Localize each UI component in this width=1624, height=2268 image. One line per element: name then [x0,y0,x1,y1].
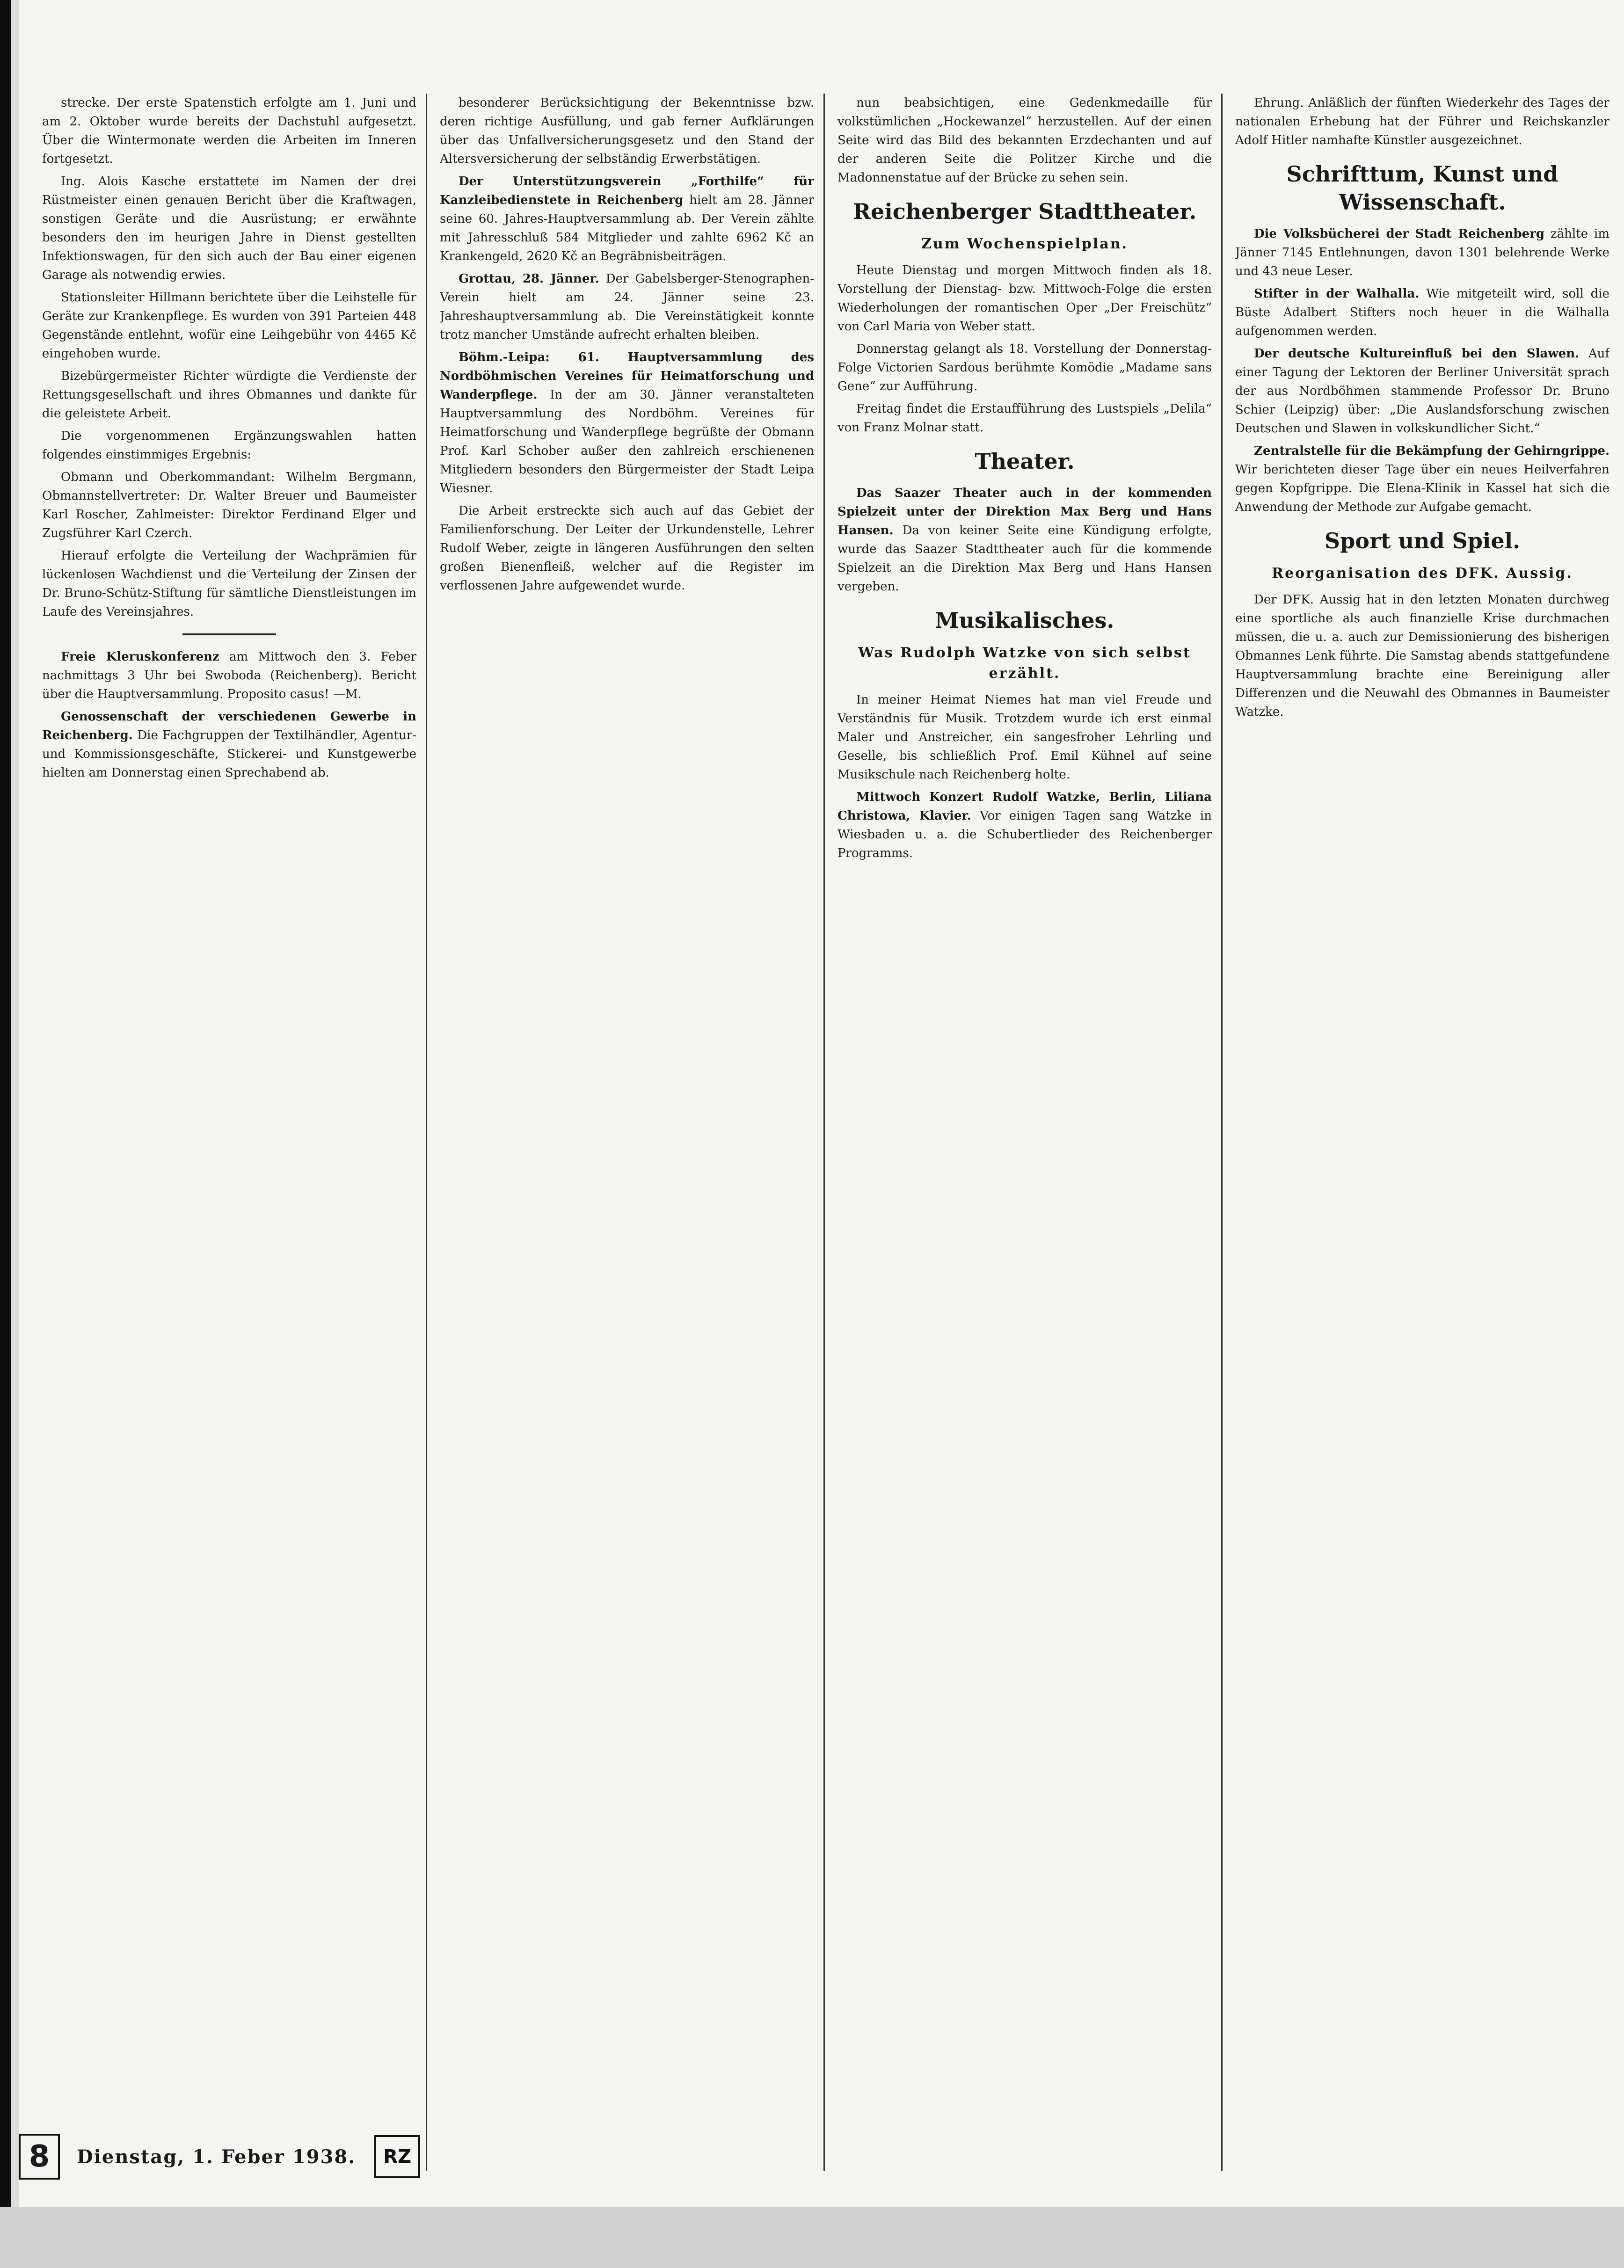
article-text: Wie mitgeteilt wird, soll die Büste Adalbert Stifters noch heuer in die Walhalla aufgenommen werden. [1235,287,1609,338]
article-lead: Böhm.-Leipa: 61. Hauptversammlung des Nordböhmischen Vereines für Heimatforschung und Wanderpflege. [440,350,814,402]
article-text: Die Arbeit erstreckte sich auch auf das Gebiet der Familienforschung. Der Leiter der Urkundenstelle, Lehrer Rudolf Weber, zeigte in längeren Ausführungen den selten großen Bienenfleiß, welcher auf die Register im verflossenen Jahre aufgewendet wurde. [440,504,814,593]
article-paragraph [837,484,1212,596]
article-text: Die Fachgruppen der Textilhändler, Agentur- und Kommissionsgeschäfte, Stickerei- und Kunstgewerbe hielten am Donnerstag einen Sprechabend ab. [42,728,416,780]
article-text: In der am 30. Jänner veranstalteten Hauptversammlung des Nordböhm. Vereines für Heimatforschung und Wanderpflege begrüßte der Obmann Prof. Karl Schober außer den zahlreich erschienenen Mitgliedern besonders den Bürgermeister der Stadt Leipa Wiesner. [440,388,814,495]
section-subheading: Zum Wochenspielplan. [921,236,1128,252]
article-paragraph [440,269,814,344]
article-text: besonderer Berücksichtigung der Bekenntnisse bzw. deren richtige Ausfüllung, und gab ferner Aufklärungen über das Unfallversicherungsgesetz und den Stand der Altersversicherung der selbständig Erwerbstätigen. [440,96,814,166]
article-text: Stationsleiter Hillmann berichtete über die Leihstelle für Geräte zur Krankenpflege. Es wurden von 391 Parteien 448 Gegenstände entlehnt, wofür eine Leihgebühr von 4465 Kč eingehoben wurde. [42,291,416,361]
article-lead: Grottau, 28. Jänner. [459,272,599,286]
section-heading: Sport und Spiel. [1324,528,1521,553]
article-paragraph [1235,225,1609,281]
article-text: Obmann und Oberkommandant: Wilhelm Bergmann, Obmannstellvertreter: Dr. Walter Breuer und Baumeister Karl Roscher, Zahlmeister: Direktor Ferdinand Elger und Zugsführer Karl Czerch. [42,470,416,540]
article-text: Da von keiner Seite eine Kündigung erfolgte, wurde das Saazer Stadttheater auch für die kommende Spielzeit an die Direktion Max Berg und Hans Hansen vergeben. [837,523,1212,594]
column-1 [42,94,416,2171]
article-lead: Die Volksbücherei der Stadt Reichenberg [1254,227,1545,241]
article-paragraph [440,502,814,595]
scan-bottom-edge [0,2207,1624,2268]
article-text: Auf einer Tagung der Lektoren der Berliner Universität sprach der aus Nordböhmen stammende Professor Dr. Bruno Schier (Leipzig) über: „Die Auslandsforschung zwischen Deutschen und Slawen in volkskundlicher Sicht.“ [1235,347,1609,436]
article-paragraph [42,647,416,704]
article-paragraph [837,261,1212,336]
article-lead: Stifter in der Walhalla. [1254,287,1420,301]
article-paragraph [1235,442,1609,516]
article-text: Hierauf erfolgte die Verteilung der Wachprämien für lückenlosen Wachdienst und die Verteilung der Zinsen der Dr. Bruno-Schütz-Stiftung für sämtliche Dienstleistungen im Laufe des Vereinsjahres. [42,549,416,619]
column-divider [1221,94,1223,2171]
newspaper-logo: RZ [374,2135,420,2178]
article-paragraph [42,172,416,284]
section-heading: Schrifttum, Kunst und Wissenschaft. [1286,161,1558,215]
article-paragraph [837,94,1212,187]
article-text: hielt am 28. Jänner seine 60. Jahres-Hauptversammlung ab. Der Verein zählte mit Jahresschluß 584 Mitglieder und zahlte 6962 Kč an Krankengeld, 2620 Kč an Begräbnisbeiträgen. [440,193,814,263]
article-lead: Der Unterstützungsverein „Forthilfe“ für Kanzleibedienstete in Reichenberg [440,174,814,207]
article-paragraph [837,691,1212,784]
article-paragraph [1235,94,1609,150]
article-lead: Mittwoch Konzert Rudolf Watzke, Berlin, Liliana Christowa, Klavier. [837,790,1212,823]
article-text: zählte im Jänner 7145 Entlehnungen, davon 1301 belehrende Werke und 43 neue Leser. [1235,227,1609,278]
section-heading: Theater. [975,449,1075,474]
article-paragraph [837,340,1212,396]
article-text: nun beabsichtigen, eine Gedenkmedaille für volkstümlichen „Hockewanzel“ herzustellen. Auf der einen Seite wird das Bild des bekannten Erzdechanten und auf der anderen Seite die Politzer Kirche und die Madonnenstatue auf der Brücke zu sehen sein. [837,96,1212,185]
column-3 [837,94,1212,2171]
article-text: strecke. Der erste Spatenstich erfolgte am 1. Juni und am 2. Oktober wurde bereits der Dachstuhl aufgesetzt. Über die Wintermonate werden die Arbeiten im Inneren fortgesetzt. [42,96,416,166]
article-paragraph [42,288,416,363]
article-paragraph [837,788,1212,863]
article-text: Der Gabelsberger-Stenographen-Verein hielt am 24. Jänner seine 23. Jahreshauptversammlung ab. Die Vereinstätigkeit konnte trotz mancher Umstände aufrecht erhalten bleiben. [440,272,814,342]
article-paragraph [1235,284,1609,341]
article-text: In meiner Heimat Niemes hat man viel Freude und Verständnis für Musik. Trotzdem wurde ich erst einmal Maler und Anstreicher, ein sangesfroher Lehrling und Geselle, bis schließlich Prof. Emil Kühnel auf seine Musikschule nach Reichenberg holte. [837,693,1212,782]
column-4 [1235,94,1609,2171]
article-text: am Mittwoch den 3. Feber nachmittags 3 Uhr bei Swoboda (Reichenberg). Bericht über die Hauptversammlung. Proposito casus! —M. [42,650,416,701]
page-number: 8 [19,2134,60,2180]
section-subheading: Reorganisation des DFK. Aussig. [1272,565,1573,582]
article-text: Bizebürgermeister Richter würdigte die Verdienste der Rettungsgesellschaft und ihres Obmannes und dankte für die geleistete Arbeit. [42,369,416,421]
issue-date: Dienstag, 1. Feber 1938. [77,2145,356,2168]
section-heading: Reichenberger Stadttheater. [852,199,1197,224]
column-divider [823,94,825,2171]
article-lead: Genossenschaft der verschiedenen Gewerbe in Reichenberg. [42,710,416,742]
page-footer [19,2133,420,2180]
article-paragraph [440,172,814,266]
article-paragraph [42,546,416,621]
article-text: Donnerstag gelangt als 18. Vorstellung der Donnerstag-Folge Victorien Sardous berühmte Komödie „Madame sans Gene“ zur Aufführung. [837,342,1212,393]
article-paragraph [837,400,1212,437]
article-text: Heute Dienstag und morgen Mittwoch finden als 18. Vorstellung der Dienstag- bzw. Mittwoch-Folge die ersten Wiederholungen der romantischen Oper „Der Freischütz“ von Carl Maria von Weber statt. [837,263,1212,334]
article-paragraph [1235,590,1609,721]
article-lead: Der deutsche Kultureinfluß bei den Slawen. [1254,347,1580,361]
scan-edge [0,0,11,2268]
article-paragraph [42,707,416,782]
column-2 [440,94,814,2171]
article-text: Freitag findet die Erstaufführung des Lustspiels „Delila“ von Franz Molnar statt. [837,402,1212,435]
article-paragraph [42,468,416,543]
article-paragraph [440,94,814,168]
column-divider [426,94,427,2171]
article-lead: Freie Kleruskonferenz [61,650,219,664]
section-subheading: Was Rudolph Watzke von sich selbst erzählt. [858,645,1191,682]
article-paragraph [42,427,416,464]
article-paragraph [42,94,416,168]
article-paragraph [42,367,416,423]
section-rule [182,633,276,635]
article-text: Ing. Alois Kasche erstattete im Namen der drei Rüstmeister einen genauen Bericht über die Kraftwagen, sonstigen Geräte und die Ausrüstung; er erwähnte besonders den im heurigen Jahre in Dienst gestellten Infektionswagen, für den sich auch der Bau einer eigenen Garage als notwendig erwies. [42,174,416,282]
article-text: Der DFK. Aussig hat in den letzten Monaten durchweg eine sportliche als auch finanzielle Krise durchmachen müssen, die u. a. auch zur Demissionierung des bisherigen Obmannes Lenk führte. Die Samstag abends stattgefundene Hauptversammlung brachte eine Bereinigung aller Differenzen und die Neuwahl des Obmannes in Baumeister Watzke. [1235,593,1609,719]
article-lead: Zentralstelle für die Bekämpfung der Gehirngrippe. [1254,444,1609,458]
article-text: Wir berichteten dieser Tage über ein neues Heilverfahren gegen Kopfgrippe. Die Elena-Klinik in Kassel hat sich die Anwendung der Methode zur Aufgabe gemacht. [1235,463,1609,514]
article-text: Die vorgenommenen Ergänzungswahlen hatten folgendes einstimmiges Ergebnis: [42,429,416,462]
article-text: Vor einigen Tagen sang Watzke in Wiesbaden u. a. die Schubertlieder des Reichenberger Programms. [837,809,1212,860]
article-paragraph [440,348,814,498]
article-text: Ehrung. Anläßlich der fünften Wiederkehr des Tages der nationalen Erhebung hat der Führer und Reichskanzler Adolf Hitler namhafte Künstler ausgezeichnet. [1235,96,1609,147]
article-paragraph [1235,344,1609,438]
section-heading: Musikalisches. [935,608,1114,633]
article-lead: Das Saazer Theater auch in der kommenden Spielzeit unter der Direktion Max Berg und Hans Hansen. [837,486,1212,538]
